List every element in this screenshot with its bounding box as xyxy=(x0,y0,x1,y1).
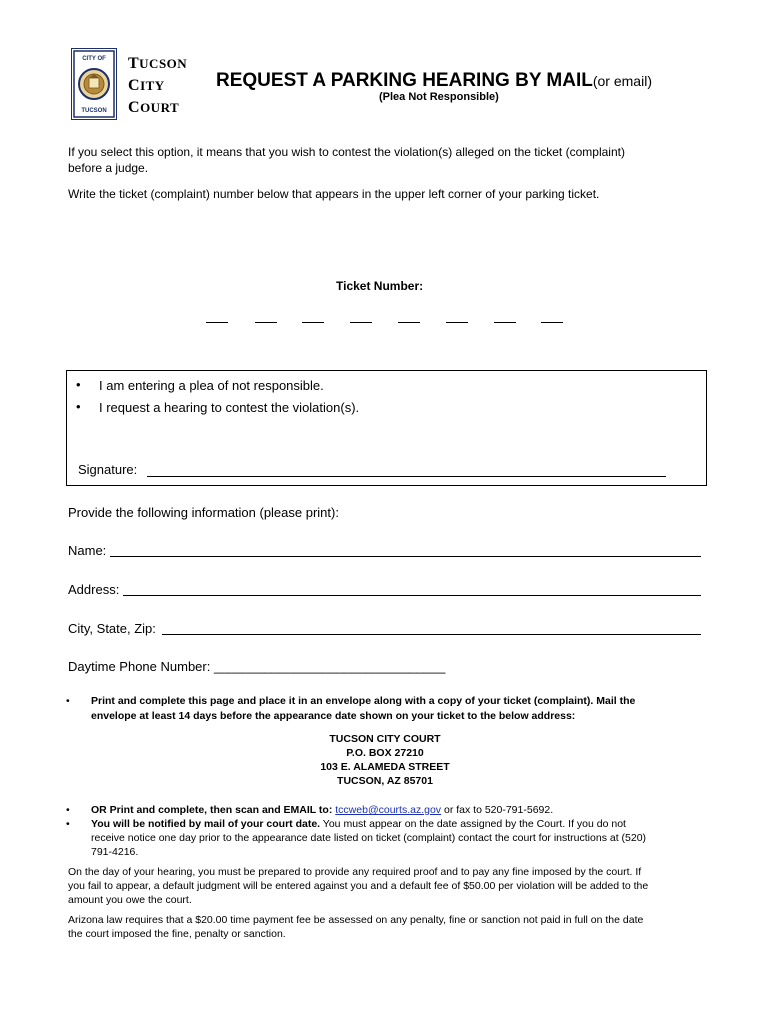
court-name xyxy=(128,53,187,119)
city-seal-logo xyxy=(71,48,117,120)
bullet-icon: • xyxy=(66,804,70,816)
notify-line1 xyxy=(91,817,626,832)
name-field[interactable] xyxy=(110,556,701,557)
ticket-digit-blank[interactable] xyxy=(350,322,372,323)
court-address-line2: P.O. BOX 27210 xyxy=(346,747,424,759)
ticket-number-label: Ticket Number: xyxy=(336,279,424,293)
email-instruction-line xyxy=(91,803,553,818)
court-line1-initial: T xyxy=(128,55,140,72)
court-line1-rest: UCSON xyxy=(139,56,188,71)
ticket-digit-blank[interactable] xyxy=(206,322,228,323)
signature-label: Signature: xyxy=(78,462,138,477)
fax-text: or fax to 520-791-5692. xyxy=(441,804,554,816)
hearing-day-line3: amount you owe the court. xyxy=(68,894,192,906)
daytime-phone-row xyxy=(68,659,445,674)
intro-line1: If you select this option, it means that you wish to contest the violation(s) alleged on the ticket (complaint) xyxy=(68,145,625,159)
seal-text-top: CITY OF xyxy=(82,56,106,62)
arizona-law-line2: the court imposed the fine, penalty or sanction. xyxy=(68,928,286,940)
court-address-line3: 103 E. ALAMEDA STREET xyxy=(320,761,450,773)
court-address-line4: TUCSON, AZ 85701 xyxy=(337,775,433,787)
court-email-link[interactable]: tccweb@courts.az.gov xyxy=(335,804,442,816)
hearing-day-line1: On the day of your hearing, you must be prepared to provide any required proof and to pay any fine imposed by the court. If xyxy=(68,866,642,878)
bullet-icon: • xyxy=(76,399,81,414)
bullet-icon: • xyxy=(66,695,70,707)
email-instruction-prefix: OR Print and complete, then scan and EMAIL to: xyxy=(91,804,333,816)
notify-line2: receive notice one day prior to the appearance date listed on ticket (complaint) contact the court for instructions at (520) xyxy=(91,832,647,844)
page-title xyxy=(216,70,652,92)
ticket-digit-blank[interactable] xyxy=(302,322,324,323)
title-main: REQUEST A PARKING HEARING BY MAIL xyxy=(216,70,593,91)
bullet-icon: • xyxy=(76,377,81,392)
signature-field[interactable] xyxy=(147,476,666,477)
hearing-day-line2: you fail to appear, a default judgment will be entered against you and a default fee of $50.00 per violation will be added to the xyxy=(68,880,649,892)
intro-line2: before a judge. xyxy=(68,161,149,175)
notify-bold: You will be notified by mail of your court date. xyxy=(91,818,321,830)
court-line3-initial: C xyxy=(128,99,141,116)
city-seal-icon xyxy=(72,49,116,119)
court-line3-rest: OURT xyxy=(140,100,180,115)
mail-instruction-line2: envelope at least 14 days before the appearance date shown on your ticket to the below address: xyxy=(91,710,576,722)
seal-text-bottom: TUCSON xyxy=(81,108,107,114)
ticket-digit-blank[interactable] xyxy=(255,322,277,323)
court-line2-rest: ITY xyxy=(140,78,165,93)
info-instruction: Provide the following information (please print): xyxy=(68,505,339,520)
hearing-request-statement: I request a hearing to contest the violation(s). xyxy=(99,400,360,415)
city-state-zip-label: City, State, Zip: xyxy=(68,621,156,636)
mail-instruction-line1: Print and complete this page and place it in an envelope along with a copy of your ticket (complaint). Mail the xyxy=(91,695,636,707)
bullet-icon: • xyxy=(66,818,70,830)
daytime-phone-label: Daytime Phone Number: xyxy=(68,659,211,674)
daytime-phone-field[interactable]: ________________________________ xyxy=(213,659,446,674)
ticket-digit-blank[interactable] xyxy=(446,322,468,323)
arizona-law-line1: Arizona law requires that a $20.00 time payment fee be assessed on any penalty, fine or sanction not paid in full on the date xyxy=(68,914,644,926)
court-address-line1: TUCSON CITY COURT xyxy=(329,733,441,745)
ticket-digit-blank[interactable] xyxy=(541,322,563,323)
notify-line3: 791-4216. xyxy=(91,846,139,858)
ticket-digit-blank[interactable] xyxy=(398,322,420,323)
city-state-zip-field[interactable] xyxy=(162,634,701,635)
court-line2-initial: C xyxy=(128,77,141,94)
page-subtitle: (Plea Not Responsible) xyxy=(379,91,499,103)
notify-rest: You must appear on the date assigned by the Court. If you do not xyxy=(320,818,626,830)
plea-statement: I am entering a plea of not responsible. xyxy=(99,378,324,393)
intro-line3: Write the ticket (complaint) number below that appears in the upper left corner of your parking ticket. xyxy=(68,187,600,201)
title-suffix: (or email) xyxy=(592,73,652,89)
address-field[interactable] xyxy=(123,595,701,596)
ticket-digit-blank[interactable] xyxy=(494,322,516,323)
name-label: Name: xyxy=(68,543,107,558)
address-label: Address: xyxy=(68,582,120,597)
